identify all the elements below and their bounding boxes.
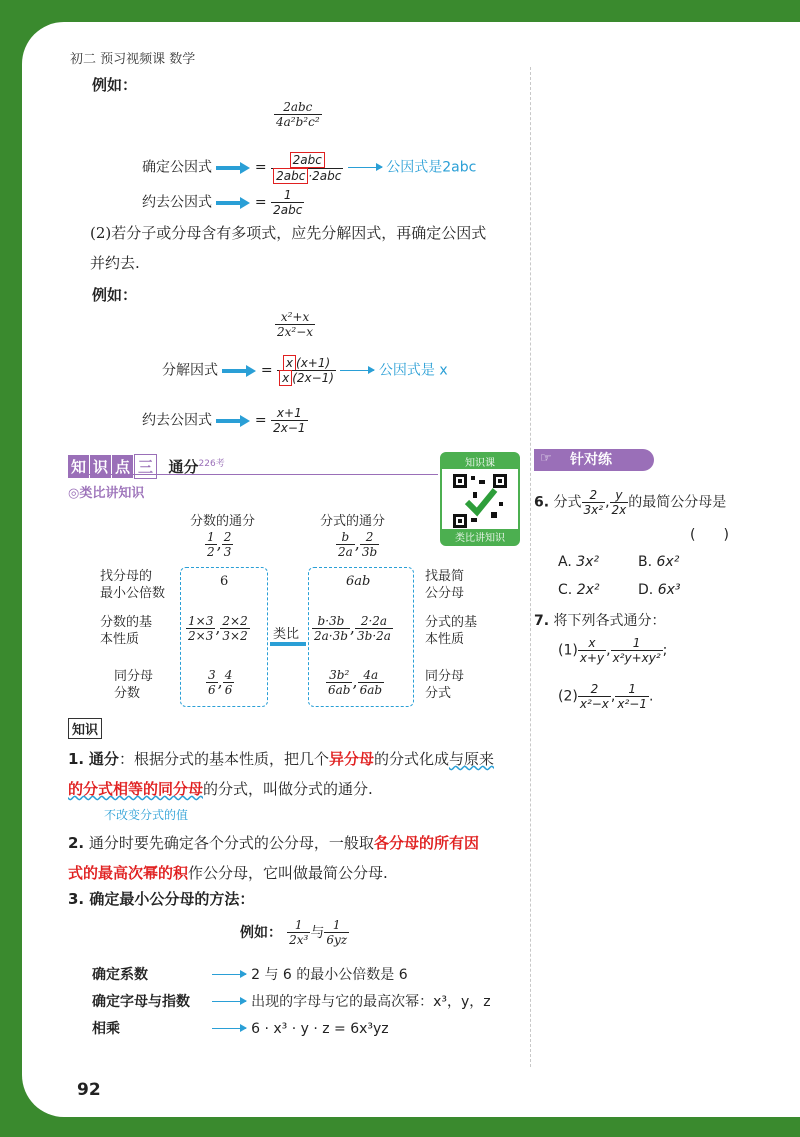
right-step-3: 同分母 分式 [425, 669, 465, 701]
paragraph-2: 2. 通分时要先确定各个分式的公分母，一般取各分母的所有因 式的最高次幂的积作公分母，它叫做最简公分母. [68, 834, 479, 882]
answer-paren[interactable]: ( ) [690, 527, 729, 543]
right-result: $\frac{\text{3b²}}{6ab}$ , $\frac{4a}{6ab}$ [328, 668, 383, 697]
ex3-row: 确定系数 2 与 6 的最小公倍数是 6 [92, 967, 408, 983]
knowledge-tag: 知识 [68, 718, 102, 739]
arrow-icon [212, 974, 246, 975]
ex3-row: 确定字母与指数 出现的字母与它的最高次幂：x³，y，z [92, 994, 491, 1010]
ex1-note: 公因式是2abc [386, 159, 477, 176]
ex1-step1: 确定公因式 = $\frac{\text{2abc}}{\text{2abc ·2abc}}$ 公因式是2abc [142, 153, 477, 183]
ex2-note: 公因式是 x [378, 362, 448, 379]
ex2-step2: 约去公因式 = $\frac{x+1}{2x-1}$ [142, 406, 306, 435]
right-expanded: $\frac{b\cdot 3b}{2a\cdot 3b}$ , $\frac{2\cdot 2a}{3b\cdot 2a}$ [314, 614, 391, 643]
option-d[interactable]: D. 6x³ [638, 582, 681, 598]
hand-pointer-icon: ☞ [540, 451, 552, 466]
arrow-icon [212, 1001, 246, 1002]
qr-code-icon [451, 472, 509, 530]
analogy-mid-label: 类比 [273, 627, 300, 642]
page-header: 初二 预习视频课 数学 [70, 52, 196, 67]
right-lcd: 6ab [346, 574, 371, 589]
paragraph-1: 1. 通分：根据分式的基本性质，把几个异分母的分式化成与原来 的分式相等的同分母的分式，叫做分式的通分. [68, 750, 494, 798]
qr-bottom-label: 类比讲知识 [442, 529, 518, 544]
left-lcm: 6 [220, 574, 229, 589]
knowledge-point-title: 知 识 点 三 通分$^{226考}$ [68, 454, 225, 479]
column-divider [530, 67, 531, 1067]
analogy-title: ◎类比讲知识 [68, 486, 145, 501]
example-label: 例如： [92, 76, 138, 94]
ex1-fraction: $\frac{\text{2abc}}{\text{4a²b²c²}}$ [276, 100, 320, 129]
arrow-icon [216, 198, 250, 208]
arrow-icon [216, 416, 250, 426]
page-number: 92 [77, 1080, 101, 1100]
arrow-icon [340, 370, 374, 371]
option-c[interactable]: C. 2x² [558, 582, 600, 598]
q7-part-2: (2) $\frac{2}{\text{x²−x}}$ , $\frac{1}{\text{x²−1}}$ . [558, 682, 654, 711]
left-fractions: $\frac{1}{2}$ , $\frac{2}{3}$ [207, 530, 232, 559]
left-step-2: 分数的基 本性质 [100, 615, 153, 647]
paragraph-1-note: 不改变分式的值 [104, 808, 189, 822]
page [22, 22, 800, 1117]
arrow-icon [212, 1028, 246, 1029]
q7-part-1: (1) $\frac{x}{x+y}$ , $\frac{1}{\text{x²y+xy²}}$ ; [558, 636, 668, 665]
arrow-icon [216, 163, 250, 173]
qr-code-card[interactable] [440, 452, 520, 546]
right-step-2: 分式的基 本性质 [425, 615, 478, 647]
right-step-1: 找最简 公分母 [425, 569, 465, 601]
kp-underline [68, 474, 438, 475]
paragraph-3: 3. 确定最小公分母的方法： [68, 890, 255, 908]
option-b[interactable]: B. 6x² [638, 554, 680, 570]
ex2-fraction: $\frac{\text{x²+x}}{\text{2x²−x}}$ [277, 310, 314, 339]
left-result: $\frac{3}{6}$ , $\frac{4}{6}$ [208, 668, 233, 697]
rule2-line2: 并约去. [90, 254, 140, 272]
ex3-row: 相乘 6 · x³ · y · z = 6x³yz [92, 1021, 389, 1037]
ex2-step1: 分解因式 = $\frac{x (x+1)}{x (2x-1)}$ 公因式是 x [162, 356, 448, 385]
left-step-3: 同分母 分数 [114, 669, 154, 701]
right-diagram-title: 分式的通分 [320, 514, 386, 529]
question-7: 7. 将下列各式通分： [534, 613, 666, 629]
ex1-step2: 约去公因式 = $\frac{1}{\text{2abc}}$ [142, 188, 303, 217]
right-fractions: $\frac{b}{2a}$ , $\frac{2}{3b}$ [338, 530, 378, 559]
example-label-2: 例如： [92, 286, 138, 304]
qr-top-label: 知识课 [442, 454, 518, 469]
arrow-icon [348, 167, 382, 168]
arrow-icon [222, 366, 256, 376]
ex3-steps [92, 964, 522, 1045]
practice-tag: 针对练 [534, 449, 654, 471]
left-step-1: 找分母的 最小公倍数 [100, 569, 166, 601]
rule2-line1: (2)若分子或分母含有多项式，应先分解因式，再确定公因式 [90, 224, 487, 242]
left-diagram-title: 分数的通分 [190, 514, 256, 529]
left-expanded: $\frac{1\times 3}{2\times 3}$ , $\frac{2\times 2}{3\times 2}$ [188, 614, 248, 643]
option-a[interactable]: A. 3x² [558, 554, 600, 570]
question-6: 6. 分式 $\frac{2}{\text{3x²}}$ , $\frac{y}{2x}$ 的最简公分母是 [534, 488, 727, 517]
ex3-header: 例如： $\frac{1}{\text{2x³}}$ 与 $\frac{1}{6yz}$ [240, 918, 348, 947]
analogy-arrow [270, 642, 306, 646]
